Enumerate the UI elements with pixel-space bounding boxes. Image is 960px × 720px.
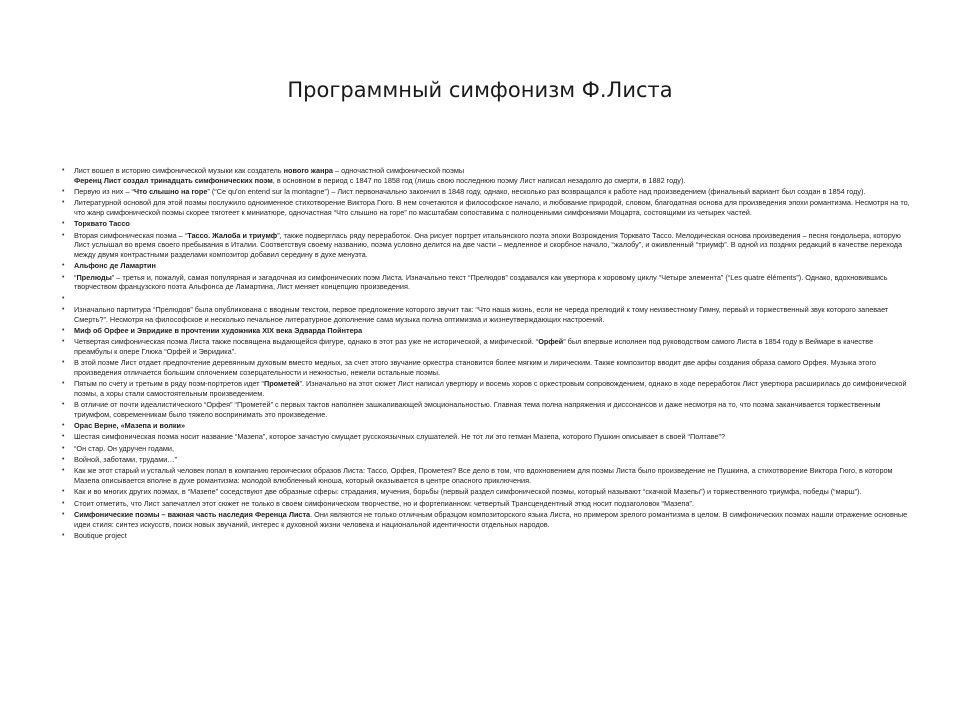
bold-text: Симфонические поэмы – важная часть наследия Ференца Листа (74, 509, 311, 519)
text-run: Литературной основой для этой поэмы послужило одноименное стихотворение Виктора Гюго. В нем сочетаются и философское начало, и любование природой, словом, благодатная основа для произведения эпохи романтизма. Несмотря на то, что жанр симфонической поэмы скорее тяготеет к миниатюре, одночастная “Что слышно на горе” по масштабам сопоставима с полноценными симфониями Моцарта, состоящими из четырех частей. (74, 198, 910, 217)
bullet-item (62, 326, 910, 336)
bullet-item (62, 499, 910, 509)
text-run: ” был впервые исполнен под руководством самого Листа в 1854 году в Веймаре в качестве преамбулы к опере Глюка “Орфей и Эвридика”. (74, 337, 874, 356)
bullet-item (62, 294, 910, 304)
text-run: ” – третья и, пожалуй, самая популярная и загадочная из симфонических поэм Листа. Изначально текст “Прелюдов” создавался как увертюра к хоровому циклу “Четыре элемента” (“Les quatre éléments”). Однако, вдохновившись творчеством французского поэта Альфонса де Ламартина, Лист меняет концепцию произведения. (74, 272, 888, 292)
text-run: Стоит отметить, что Лист запечатлел этот сюжет не только в своем симфоническом творчестве, но и фортепианном: четвертый Трансцендентный этюд носит подзаголовок “Мазепа”. (74, 498, 694, 508)
text-run: ”, также подверглась ряду переработок. Она рисует портрет итальянского поэта эпохи Возрождения Торквато Тассо. Мелодическая основа произведения – песня гондольера, которую Лист услышал во время своего пребывания в Италии. Соответствуя своему названию, поэма условно делится на две части – медленное и скорбное начало, “жалобу”, и оживленный “триумф”. В одной из поздних редакций в качестве перехода между двумя контрастными разделами композитор добавил середину в духе менуэта. (74, 230, 903, 259)
bullet-item (62, 510, 910, 529)
text-run: “Он стар. Он удручен годами, (74, 443, 175, 453)
bullet-list (62, 166, 910, 541)
text-run: Boutique project (74, 530, 127, 540)
bold-text: Альфонс де Ламартин (74, 261, 156, 271)
bold-text: Миф об Орфее и Эвридике в прочтении художника XIX века Эдварда Пойнтера (74, 325, 363, 335)
text-run: , в основном в период с 1847 по 1858 год (лишь свою последнюю поэму Лист написал незадолго до смерти, в 1882 году). (272, 175, 686, 185)
text-run: В отличие от почти идеалистического “Орфея” “Прометей” с первых тактов наполнен зашкаливающей эмоциональностью. Главная тема полна напряжения и диссонансов и даже несмотря на то, что поэма заканчивается торжественным триумфом, современникам было тяжело воспринимать это произведение. (74, 400, 881, 419)
bullet-item (62, 305, 910, 324)
text-run: Изначально партитура “Прелюдов” была опубликована с вводным текстом, первое предложение которого звучит так: “Что наша жизнь, если не череда прелюдий к тому неизвестному Гимну, первый и торжественный звук которого запевает Смерть?”. Несмотря на философское и несколько печальное литературное дополнение сама музыка полна оптимизма и жизнеутверждающих настроений. (74, 304, 889, 324)
bold-text: Торквато Тассо (74, 219, 130, 229)
text-run: В этой поэме Лист отдает предпочтение деревянным духовым вместо медных, за счет этого звучание оркестра становится более мягким и лирическим. Также композитор вводит две арфы создания образа самого Орфея. Музыка этого произведения отличается большим сплочением созерцательности и нежностью, нежели остальные поэмы. (74, 358, 876, 377)
bullet-item (62, 444, 910, 454)
bold-text: Орфей (538, 337, 564, 347)
bullet-item (62, 198, 910, 217)
bold-text: Тассо. Жалоба и триумф (187, 230, 278, 240)
bullet-item (62, 231, 910, 260)
bullet-item (62, 187, 910, 197)
text-run: ”. Изначально на этот сюжет Лист написал увертюру и восемь хоров с оркестровым сопровождением, однако в ходе переработок Лист увертюра расширилась до симфонической поэмы, а хоры стали самостоятельным произведением. (74, 379, 907, 398)
text-run: Пятым по счету и третьим в ряду поэм-портретов идет “ (74, 379, 264, 389)
bullet-item (62, 358, 910, 377)
text-run: Четвертая симфоническая поэма Листа также посвящена выдающейся фигуре, однако в этот раз уже не исторической, а мифической. “ (74, 337, 539, 347)
bullet-item (62, 273, 910, 292)
text-run: Войной, заботами, трудами…” (74, 455, 178, 465)
bold-text: Орас Верне, «Мазепа и волки» (74, 421, 186, 431)
bullet-item (62, 421, 910, 431)
slide-title: Программный симфонизм Ф.Листа (287, 78, 673, 102)
bold-text: Ференц Лист создал тринадцать симфонических поэм (74, 175, 273, 185)
text-run: Как и во многих других поэмах, в “Мазепе” соседствуют две образные сферы: страдания, мучения, борьбы (первый раздел симфонической поэмы, который называют “скачкой Мазепы”) и торжественного триумфа, победы (“марш”). (74, 487, 862, 497)
bullet-item (62, 487, 910, 497)
bullet-item (62, 400, 910, 419)
text-run: Шестая симфоническая поэма носит название “Мазепа”, которое зачастую смущает русскоязычных слушателей. Не тот ли это гетман Мазепа, которого Пушкин описывает в своей “Полтаве”? (74, 432, 726, 442)
text-run: – одночастной симфонической поэмы (333, 166, 465, 175)
text-run: ” (“Ce qu'on entend sur la montagne”) – Лист первоначально закончил в 1848 году, однако, несколько раз возвращался к работе над произведением (финальный вариант был создан в 1854 году). (207, 187, 866, 196)
text-run: Вторая симфоническая поэма – “ (74, 230, 188, 240)
bullet-item (62, 455, 910, 465)
text-run: Первую из них – “ (74, 187, 134, 196)
bullet-item (62, 531, 910, 541)
bold-text: Прелюды (76, 272, 112, 282)
text-run: . Они являются не только отличным образцом композиторского языка Листа, но примером зрелого романтизма в целом. В симфонических поэмах нашли отражение основные идеи стиля: синтез искусств, поиск новых звучаний, интерес к духовной жизни человека и национальной идентичности отдельных народов. (74, 509, 908, 529)
bold-text: Прометей (263, 379, 300, 389)
bullet-item (62, 261, 910, 271)
bullet-item (62, 337, 910, 356)
bold-text: нового жанра (283, 166, 333, 175)
text-run: Как же этот старый и усталый человек попал в компанию героических образов Листа: Тассо, Орфея, Прометея? Все дело в том, что вдохновением для поэмы Листа было произведение не Пушкина, а стихотворение Виктора Гюго, в котором Мазепа описывается вполне в духе романтизма: молодой влюбленный юноша, который оказывается в центре опасного приключения. (74, 466, 893, 486)
bold-text: Что слышно на горе (133, 187, 208, 196)
bullet-item (62, 219, 910, 229)
text-run: Лист вошел в историю симфонической музыки как создатель (74, 166, 284, 175)
text-run: “ (74, 272, 77, 282)
bullet-item (62, 166, 910, 185)
slide-body (62, 166, 910, 542)
bullet-item (62, 432, 910, 442)
bullet-item (62, 466, 910, 485)
bullet-item (62, 379, 910, 398)
